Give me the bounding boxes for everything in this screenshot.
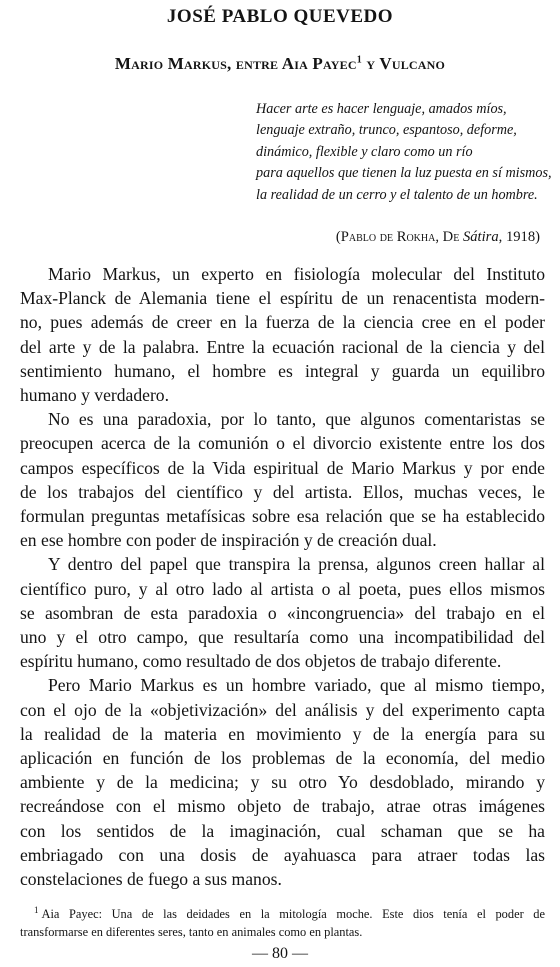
running-head-author: JOSÉ PABLO QUEVEDO [166, 6, 394, 27]
citation-year: , 1918) [498, 229, 540, 245]
epigraph-line: dinámico, flexible y claro como un río [256, 143, 473, 160]
page-number: — 80 — [252, 945, 308, 962]
text-line: No es una paradoxia, por lo tanto, que algunos comentaristas se [48, 409, 545, 430]
footnote [20, 905, 545, 941]
epigraph-citation [336, 229, 540, 246]
text-line: Max-Planck de Alemania tiene el espíritu de un renacentista modern- [20, 288, 545, 309]
epigraph-line: Hacer arte es hacer lenguaje, amados míos, [256, 101, 507, 117]
body-text [20, 262, 545, 891]
text-line: sentimiento humano, el hombre es integral y guarda un equilibro [20, 360, 545, 381]
citation-open: ( [335, 229, 341, 245]
text-line: con los sentidos de la imaginación, cual schaman que se ha [20, 820, 545, 841]
text-line: del arte y de la palabra. Entre la ecuación racional de la ciencia y del [20, 336, 545, 357]
text-line: espíritu humano, como resultado de dos objetos de trabajo diferente. [20, 651, 502, 672]
footnote-text: Aia Payec: Una de las deidades en la mitología moche. Este dios tenía el poder de [41, 907, 545, 921]
paragraph [20, 407, 545, 552]
text-line: Mario Markus, un experto en fisiología molecular del Instituto [48, 264, 545, 284]
epigraph-line: lenguaje extraño, trunco, espantoso, deforme, [256, 122, 517, 139]
epigraph-line: para aquellos que tienen la luz puesta en sí mismos, [256, 165, 552, 182]
footnote-marker: 1 [34, 904, 39, 915]
text-line: aplicación en función de los problemas de la economía, del medio [20, 748, 545, 769]
paragraph [20, 673, 545, 891]
text-line: no, pues además de creer en la fuerza de la ciencia cree en el poder [20, 312, 545, 333]
epigraph-line: la realidad de un cerro y el talento de un hombre. [256, 186, 538, 203]
chapter-title-main: Mario Markus, entre Aia Payec [114, 54, 357, 73]
text-line: constelaciones de fuego a sus manos. [20, 869, 282, 890]
text-line: campos específicos de la Vida espiritual de Mario Markus y por ende [20, 457, 545, 478]
text-line: con el ojo de la «objetivización» del análisis y del experimento capta [20, 699, 545, 720]
footnote-line: transformarse en diferentes seres, tanto en animales como en plantas. [20, 925, 363, 939]
text-line: recreándose con el mismo objeto de trabajo, atrae otras imágenes [20, 796, 545, 817]
text-line: humano y verdadero. [20, 385, 170, 406]
epigraph [256, 99, 552, 206]
footnote-reference: 1 [356, 54, 362, 66]
text-line: Pero Mario Markus es un hombre variado, que al mismo tiempo, [48, 675, 545, 696]
paragraph [20, 262, 545, 407]
footnote-line [20, 905, 545, 923]
text-line: ambiente y de la medicina; y su otro Yo desdoblado, mirando y [20, 772, 545, 793]
chapter-title-tail: y Vulcano [361, 54, 446, 73]
text-line: en ese hombre con poder de inspiración y de creación dual. [20, 530, 437, 551]
text-line: formulan preguntas metafísicas sobre esa relación que se ha establecido [20, 506, 545, 527]
text-line: embriagado con una dosis de ayahuasca para atraer todas las [20, 844, 545, 865]
text-line: preocupen acerca de la comunión o el divorcio existente entre los dos [20, 433, 545, 454]
text-line: la realidad de la materia en movimiento y de la energía para su [20, 723, 545, 744]
chapter-title [0, 54, 560, 74]
citation-work: Sátira [462, 229, 499, 245]
text-line: Y dentro del papel que transpira la prensa, algunos creen hallar al [48, 554, 545, 575]
citation-author: Pablo de Rokha [340, 229, 436, 245]
text-line: uno y el otro campo, que resultaría como una incompatibilidad del [20, 627, 545, 648]
text-line: de los trabajos del científico y del artista. Ellos, muchas veces, le [20, 481, 545, 502]
paragraph [20, 552, 545, 673]
text-line: se asombran de esta paradoxia o «incongruencia» del trabajo en el [20, 602, 545, 623]
text-line: científico puro, y al otro lado al artista o al poeta, pues ellos mismos [20, 578, 545, 599]
citation-separator: , De [435, 229, 463, 245]
